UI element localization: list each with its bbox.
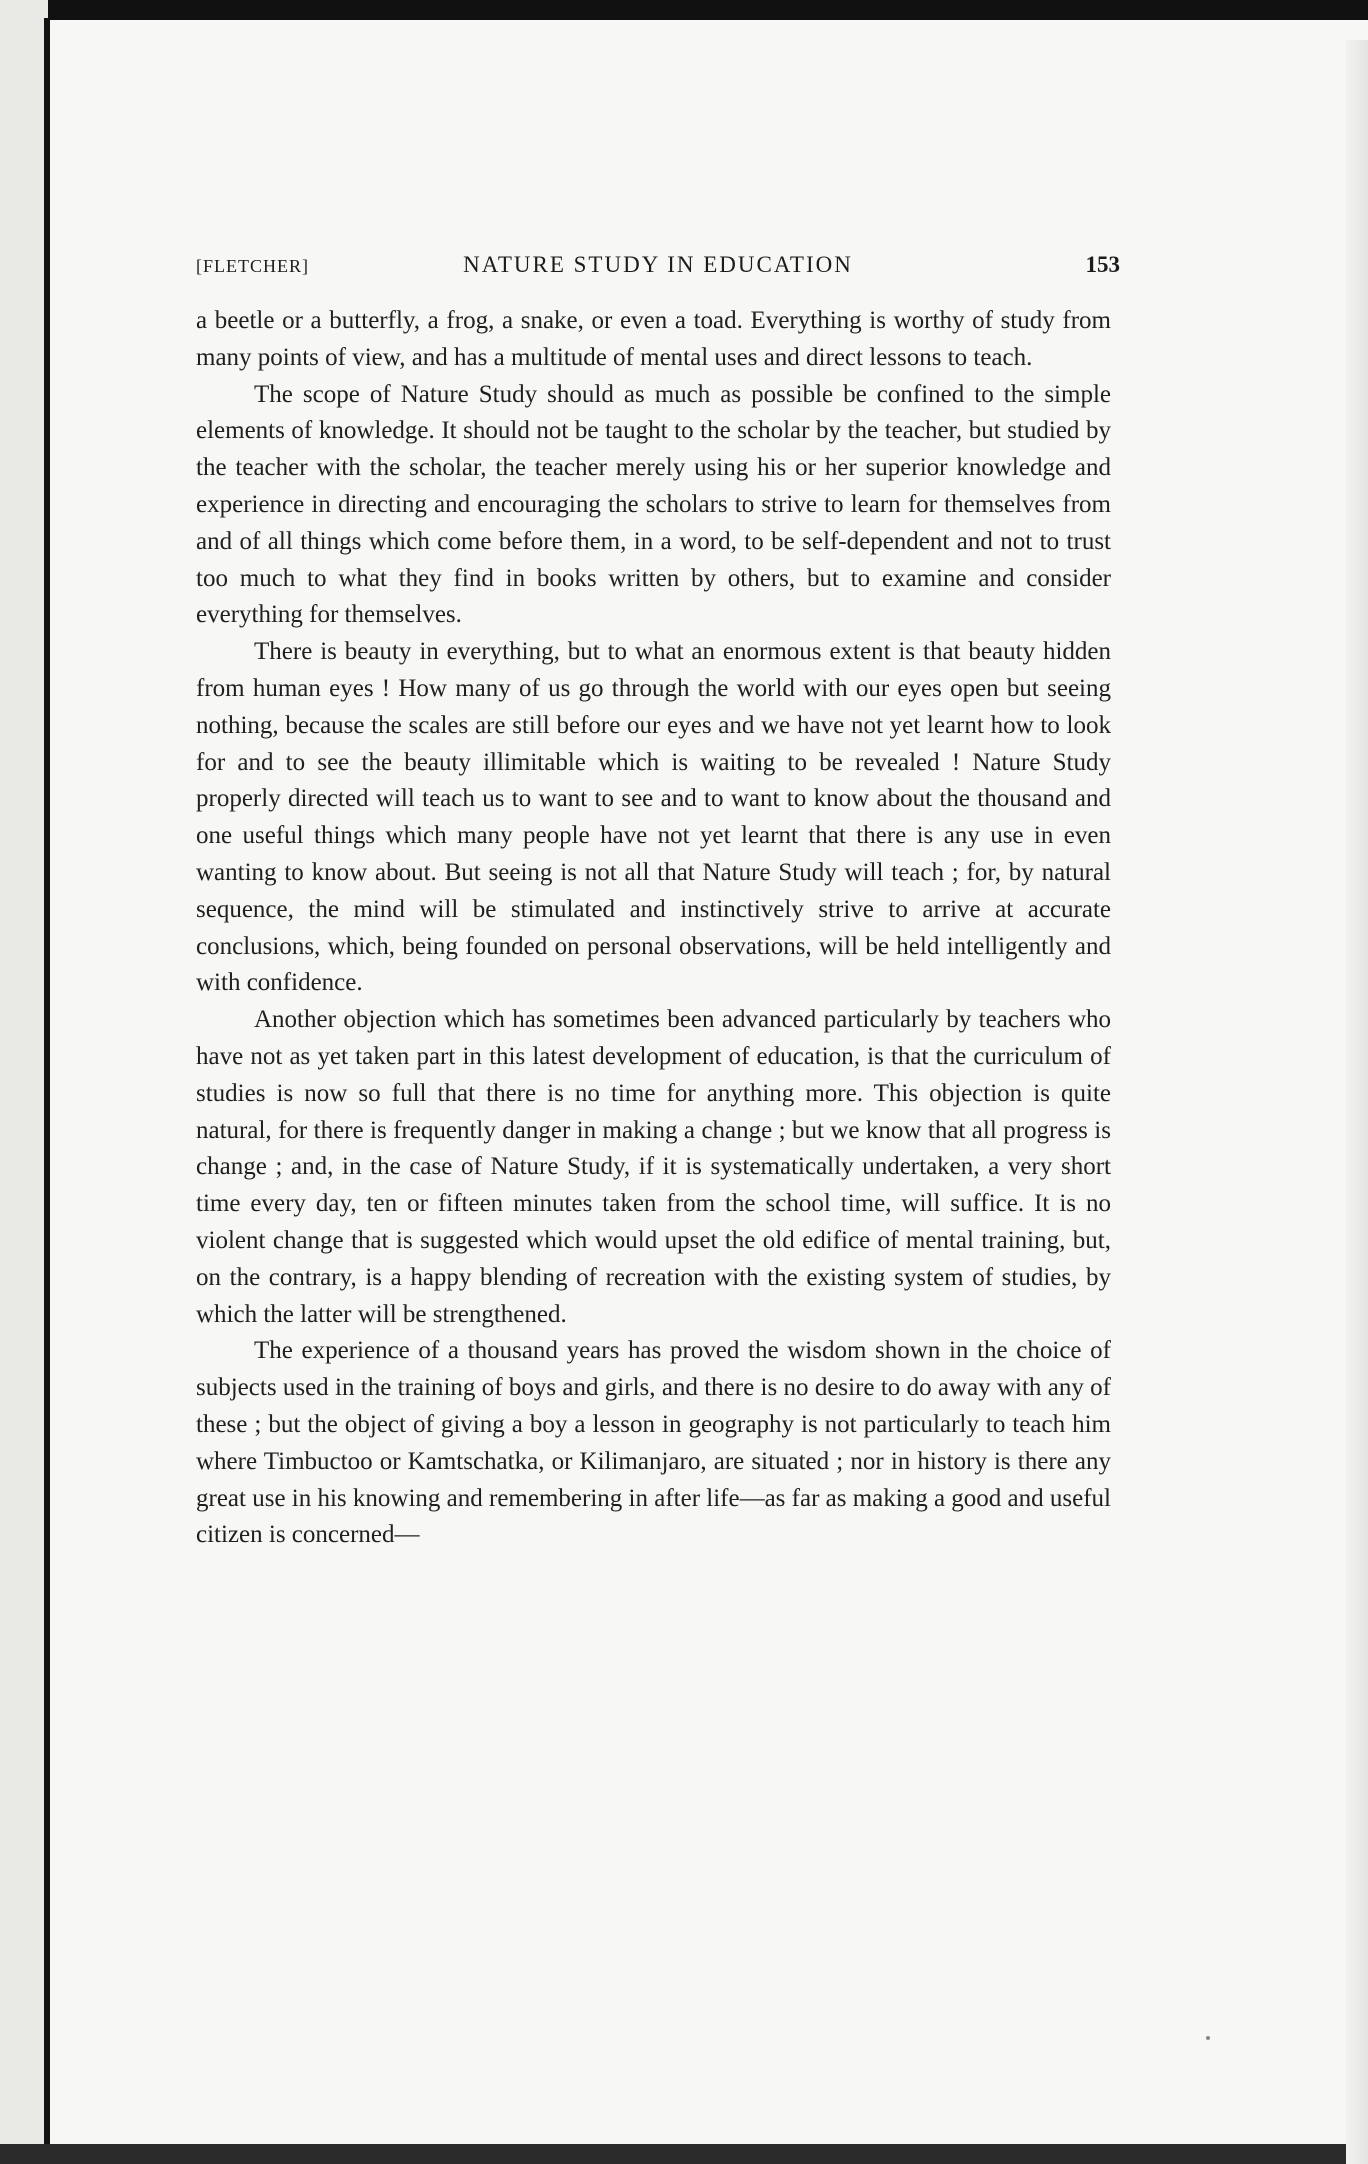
running-header-title: NATURE STUDY IN EDUCATION (463, 252, 853, 277)
binding-shadow (44, 18, 50, 2144)
paragraph: Another objection which has sometimes been advanced particularly by teachers who have not as yet taken part in this latest development of education, is that the curriculum of studies is now so full that there is no time for anything more. This objection is quite natural, for there is frequently danger in making a change ; but we know that all progress is change ; and, in the case of Nature Study, if it is systematically undertaken, a very short time every day, ten or fifteen minutes taken from the school time, will suffice. It is no violent change that is suggested which would upset the old edifice of mental training, but, on the contrary, is a happy blending of recreation with the existing system of studies, by which the latter will be strengthened. (196, 1006, 1111, 1328)
paragraph: The scope of Nature Study should as much as possible be confined to the simple elements of knowledge. It should not be taught to the scholar by the teacher, but studied by the teacher with the scholar, the teacher merely using his or her superior knowledge and experience in directing and encouraging the scholars to strive to learn for themselves from and of all things which come before them, in a word, to be self-dependent and not to trust too much to what they find in books written by others, but to examine and consider everything for themselves. (196, 380, 1111, 629)
scan-left-margin (0, 0, 48, 2144)
running-header-author: [FLETCHER] (196, 256, 309, 276)
paragraph: There is beauty in everything, but to what an enormous extent is that beauty hidden from human eyes ! How many of us go through the world with our eyes open but seeing nothing, because the scales are still before our eyes and we have not yet learnt how to look for and to see the beauty illimitable which is waiting to be revealed ! Nature Study properly directed will teach us to want to see and to want to know about the thousand and one useful things which many people have not yet learnt that there is any use in even wanting to know about. But seeing is not all that Nature Study will teach ; for, by natural sequence, the mind will be stimulated and instinctively strive to arrive at accurate conclusions, which, being founded on personal observations, will be held intelligently and with confidence. (196, 638, 1111, 997)
running-header (196, 250, 1120, 290)
paragraph: a beetle or a butterfly, a frog, a snake, or even a toad. Everything is worthy of study from many points of view, and has a multitude of mental uses and direct lessons to teach. (196, 307, 1111, 371)
page-right-edge (1346, 40, 1368, 2164)
body-text (196, 303, 1111, 1554)
scan-speck (1206, 2036, 1210, 2040)
scan-top-border (0, 0, 1368, 20)
page-number: 153 (1085, 252, 1120, 277)
paragraph: The experience of a thousand years has proved the wisdom shown in the choice of subjects used in the training of boys and girls, and there is no desire to do away with any of these ; but the object of giving a boy a lesson in geography is not particularly to teach him where Timbuctoo or Kamtschatka, or Kilimanjaro, are situated ; nor in history is there any great use in his knowing and remembering in after life—as far as making a good and useful citizen is concerned— (196, 1337, 1112, 1549)
